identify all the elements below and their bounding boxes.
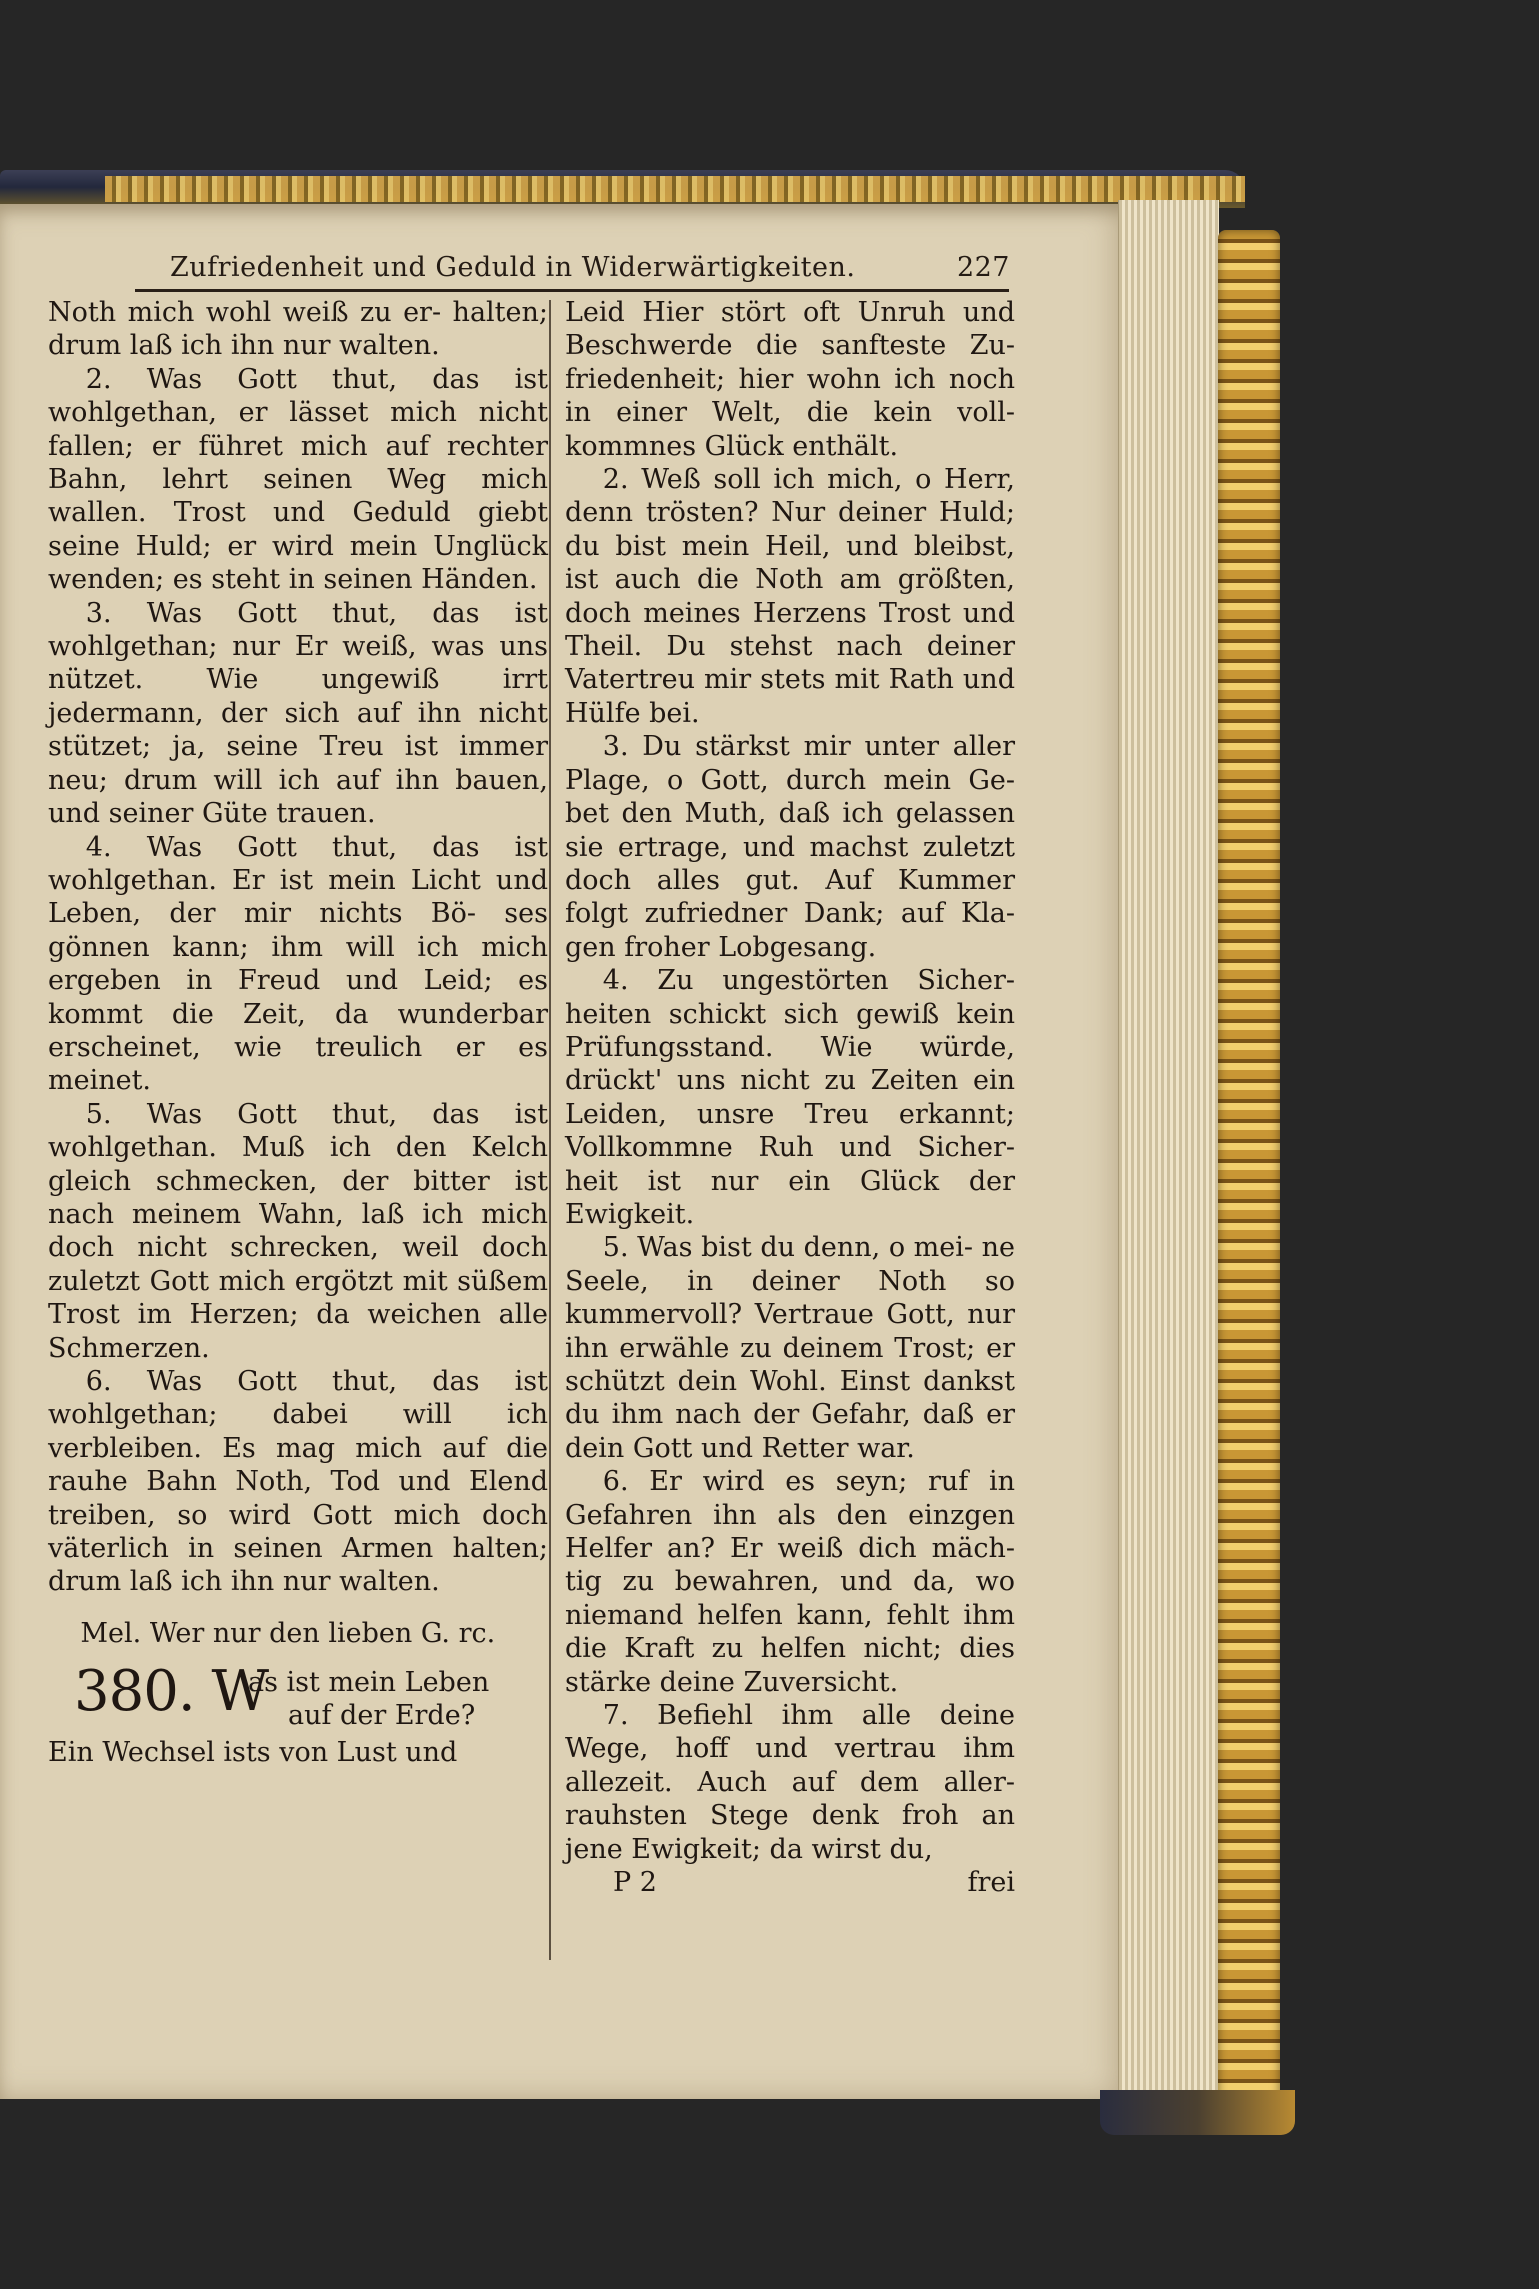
verse-paragraph: 3. Was Gott thut, das ist wohlgethan; nur Er weiß, was uns nützet. Wie ungewiß irrt jedermann, der sich auf ihn nicht stützet; ja, seine Treu ist immer neu; drum will ich auf ihn bauen, und seiner Güte trauen. bbox=[48, 597, 548, 830]
melody-line: Mel. Wer nur den lieben G. rc. bbox=[80, 1617, 496, 1649]
catchword: frei bbox=[967, 1867, 1015, 1899]
header-rule bbox=[135, 289, 1009, 292]
book-cover-bottom bbox=[1100, 2090, 1295, 2135]
hymn-continuation: Ein Wechsel ists von Lust und bbox=[48, 1737, 458, 1769]
gilt-edge-fore bbox=[1218, 230, 1280, 2110]
verse-paragraph: 4. Was Gott thut, das ist wohlgethan. Er ist mein Licht und Leben, der mir nichts Bö- ses gönnen kann; ihm will ich mich ergeben in Freud und Leid; es kommt die Zeit, da wunderbar erscheinet, wie treulich er es meinet. bbox=[48, 831, 548, 1097]
verse-paragraph: Leid Hier stört oft Unruh und Beschwerde die sanfteste Zu- friedenheit; hier wohn ich noch in einer Welt, die kein voll- kommnes Glück enthält. bbox=[565, 297, 1015, 462]
drop-initial: W bbox=[211, 1659, 269, 1725]
signature-mark: P 2 bbox=[613, 1867, 657, 1899]
verse-paragraph: 7. Befiehl ihm alle deine Wege, hoff und vertrau ihm allezeit. Auch auf dem aller- rauhsten Stege denk froh an jene Ewigkeit; da wirst du, bbox=[565, 1700, 1015, 1865]
right-column bbox=[565, 296, 1015, 1900]
page-footer bbox=[565, 1866, 1015, 1899]
verse-paragraph: 6. Was Gott thut, das ist wohlgethan; dabei will ich verbleiben. Es mag mich auf die rauhe Bahn Noth, Tod und Elend treiben, so wird Gott mich doch väterlich in seinen Armen halten; drum laß ich ihn nur walten. bbox=[48, 1366, 548, 1598]
gilt-edge-top bbox=[105, 176, 1245, 202]
verse-paragraph: 5. Was Gott thut, das ist wohlgethan. Muß ich den Kelch gleich schmecken, der bitter ist nach meinem Wahn, laß ich mich doch nicht schrecken, weil doch zuletzt Gott mich ergötzt mit süßem Trost im Herzen; da weichen alle Schmerzen. bbox=[48, 1098, 548, 1364]
verse-paragraph: 2. Was Gott thut, das ist wohlgethan, er lässet mich nicht fallen; er führet mich auf rechter Bahn, lehrt seinen Weg mich wallen. Trost und Geduld giebt seine Huld; er wird mein Unglück wenden; es steht in seinen Händen. bbox=[48, 363, 548, 596]
running-head bbox=[170, 250, 1010, 290]
verse-paragraph: 2. Weß soll ich mich, o Herr, denn trösten? Nur deiner Huld; du bist mein Heil, und bleibst, ist auch die Noth am größten, doch meines Herzens Trost und Theil. Du stehst nach deiner Vatertreu mir stets mit Rath und Hülfe bei. bbox=[565, 464, 1015, 729]
column-divider bbox=[549, 300, 551, 1960]
hymn-first-line: as ist mein Leben auf der Erde? bbox=[248, 1667, 490, 1732]
verse-paragraph: 3. Du stärkst mir unter aller Plage, o Gott, durch mein Ge- bet den Muth, daß ich gelassen sie ertrage, und machst zuletzt doch alles gut. Auf Kummer folgt zufriedner Dank; auf Kla- gen froher Lobgesang. bbox=[565, 731, 1015, 963]
page-edges bbox=[1118, 200, 1219, 2100]
verse-paragraph: 6. Er wird es seyn; ruf in Gefahren ihn als den einzgen Helfer an? Er weiß dich mäch- tig zu bewahren, und da, wo niemand helfen kann, fehlt ihm die Kraft zu helfen nicht; dies stärke deine Zuversicht. bbox=[565, 1466, 1015, 1698]
running-title: Zufriedenheit und Geduld in Widerwärtigkeiten. bbox=[170, 252, 856, 283]
verse-paragraph: Noth mich wohl weiß zu er- halten; drum laß ich ihn nur walten. bbox=[48, 297, 548, 362]
verse-paragraph: 4. Zu ungestörten Sicher- heiten schickt sich gewiß kein Prüfungsstand. Wie würde, drückt' uns nicht zu Zeiten ein Leiden, unsre Treu erkannt; Vollkommne Ruh und Sicher- heit ist nur ein Glück der Ewigkeit. bbox=[565, 965, 1015, 1230]
left-column bbox=[48, 296, 548, 1770]
page-number: 227 bbox=[956, 252, 1010, 283]
book-cover-top bbox=[0, 170, 1245, 208]
verse-paragraph: 5. Was bist du denn, o mei- ne Seele, in deiner Noth so kummervoll? Vertraue Gott, nur ihn erwähle zu deinem Trost; er schützt dein Wohl. Einst dankst du ihm nach der Gefahr, daß er dein Gott und Retter war. bbox=[565, 1232, 1015, 1464]
hymn-heading bbox=[48, 1659, 548, 1736]
hymn-number: 380. W bbox=[74, 1659, 269, 1725]
